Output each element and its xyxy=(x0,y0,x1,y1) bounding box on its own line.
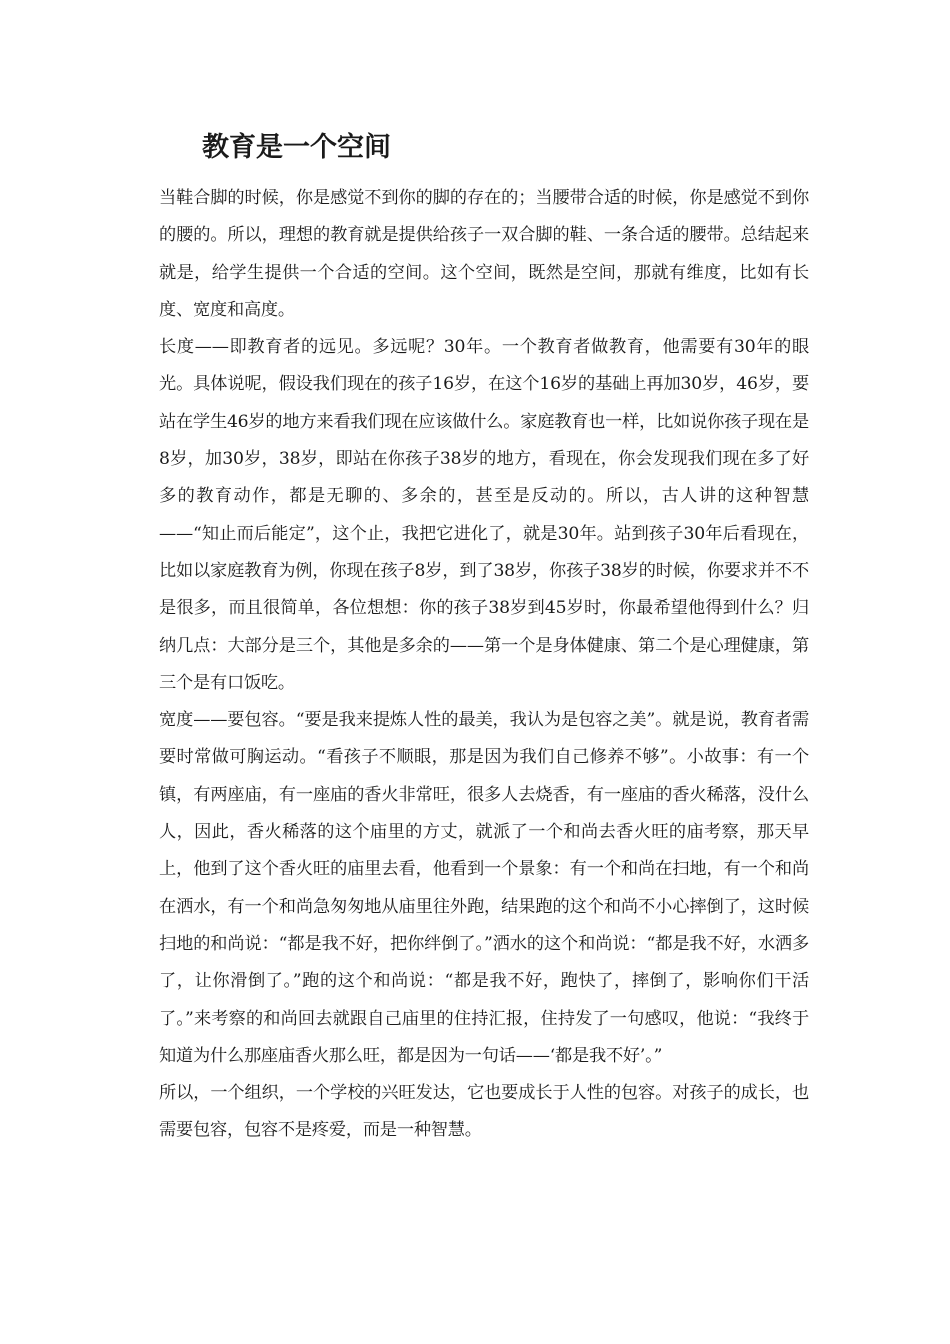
paragraph-conclusion: 所以，一个组织，一个学校的兴旺发达，它也要成长于人性的包容。对孩子的成长，也需要包容，包容不是疼爱，而是一种智慧。 xyxy=(159,1083,809,1141)
paragraph-width: 宽度——要包容。“要是我来提炼人性的最美，我认为是包容之美”。就是说，教育者需要时常做可胸运动。“看孩子不顺眼，那是因为我们自己修养不够”。小故事：有一个镇，有两座庙，有一座庙的香火非常旺，很多人去烧香，有一座庙的香火稀落，没什么人，因此，香火稀落的这个庙里的方丈，就派了一个和尚去香火旺的庙考察，那天早上，他到了这个香火旺的庙里去看，他看到一个景象：有一个和尚在扫地，有一个和尚在洒水，有一个和尚急匆匆地从庙里往外跑，结果跑的这个和尚不小心摔倒了，这时候扫地的和尚说：“都是我不好，把你绊倒了。”洒水的这个和尚说：“都是我不好，水洒多了，让你滑倒了。”跑的这个和尚说：“都是我不好，跑快了，摔倒了，影响你们干活了。”来考察的和尚回去就跟自己庙里的住持汇报，住持发了一句感叹，他说：“我终于知道为什么那座庙香火那么旺，都是因为一句话——‘都是我不好’。” xyxy=(159,710,809,1066)
paragraph-length: 长度——即教育者的远见。多远呢？30年。一个教育者做教育，他需要有30年的眼光。具体说呢，假设我们现在的孩子16岁，在这个16岁的基础上再加30岁，46岁，要站在学生46岁的地方来看我们现在应该做什么。家庭教育也一样，比如说你孩子现在是8岁，加30岁，38岁，即站在你孩子38岁的地方，看现在，你会发现我们现在多了好多的教育动作，都是无聊的、多余的，甚至是反动的。所以，古人讲的这种智慧——“知止而后能定”，这个止，我把它进化了，就是30年。站到孩子30年后看现在，比如以家庭教育为例，你现在孩子8岁，到了38岁，你孩子38岁的时候，你要求并不不是很多，而且很简单，各位想想：你的孩子38岁到45岁时，你最希望他得到什么？归纳几点：大部分是三个，其他是多余的——第一个是身体健康、第二个是心理健康，第三个是有口饭吃。 xyxy=(159,337,810,693)
paragraph-intro: 当鞋合脚的时候，你是感觉不到你的脚的存在的；当腰带合适的时候，你是感觉不到你的腰的。所以，理想的教育就是提供给孩子一双合脚的鞋、一条合适的腰带。总结起来就是，给学生提供一个合适的空间。这个空间，既然是空间，那就有维度，比如有长度、宽度和高度。 xyxy=(159,188,809,320)
document-body xyxy=(159,180,809,1150)
document-title: 教育是一个空间 xyxy=(202,132,391,163)
